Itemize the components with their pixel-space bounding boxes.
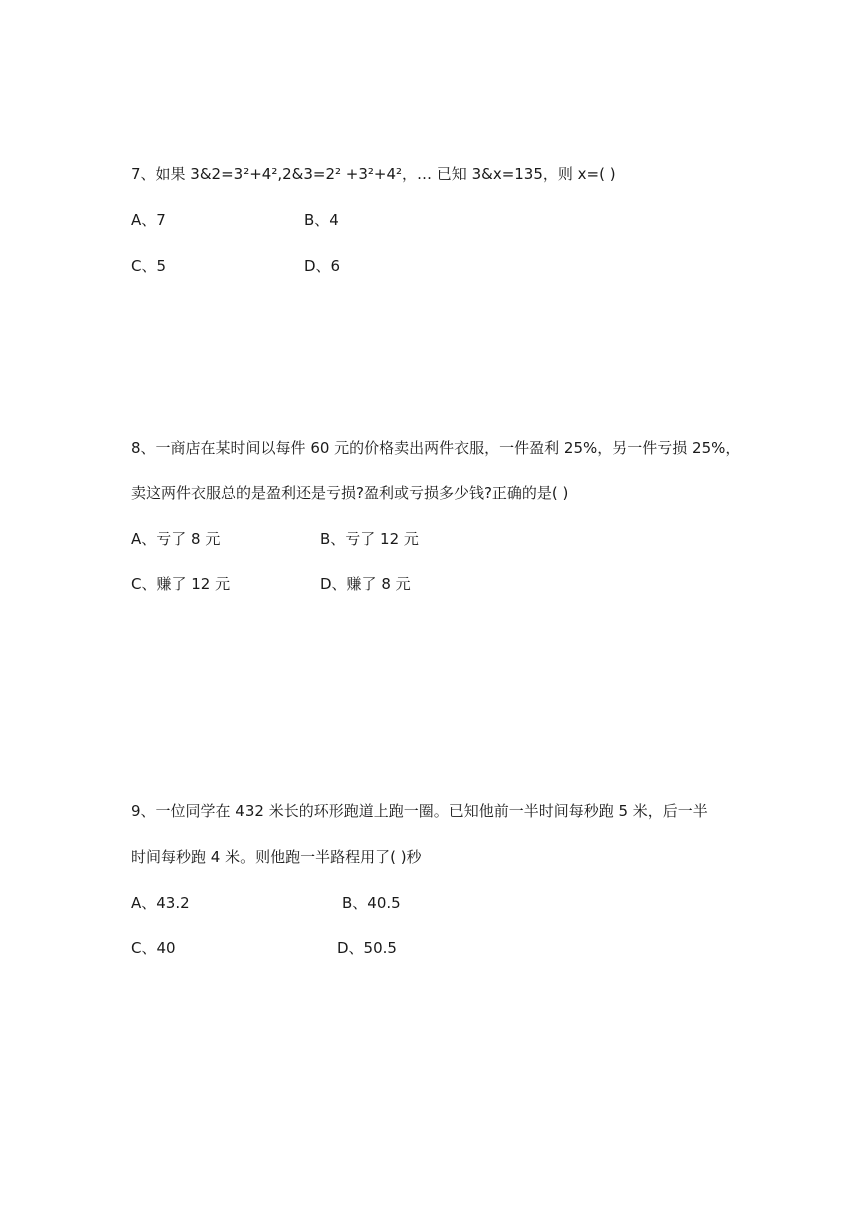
question-8-option-b: B、亏了 12 元	[320, 530, 419, 548]
question-7-option-a: A、7	[131, 211, 166, 229]
question-8-option-d: D、赚了 8 元	[320, 575, 411, 593]
question-8-stem-line-1: 8、一商店在某时间以每件 60 元的价格卖出两件衣服，一件盈利 25%，另一件亏损 25%，	[131, 439, 741, 457]
question-9-option-d: D、50.5	[337, 939, 397, 957]
question-7-option-d: D、6	[304, 257, 341, 275]
question-7-stem: 7、如果 3&2=3²+4²,2&3=2² +3²+4²，… 已知 3&x=135，则 x=( )	[131, 165, 616, 183]
question-7-option-c: C、5	[131, 257, 167, 275]
question-9-option-c: C、40	[131, 939, 176, 957]
question-9-option-b: B、40.5	[342, 894, 401, 912]
question-9-stem-line-2: 时间每秒跑 4 米。则他跑一半路程用了( )秒	[131, 848, 422, 866]
question-8-stem-line-2: 卖这两件衣服总的是盈利还是亏损?盈利或亏损多少钱?正确的是( )	[131, 484, 569, 502]
question-7-option-b: B、4	[304, 211, 339, 229]
question-9-stem-line-1: 9、一位同学在 432 米长的环形跑道上跑一圈。已知他前一半时间每秒跑 5 米，后一半	[131, 802, 708, 820]
question-8-option-c: C、赚了 12 元	[131, 575, 231, 593]
question-8-option-a: A、亏了 8 元	[131, 530, 221, 548]
question-9-option-a: A、43.2	[131, 894, 190, 912]
